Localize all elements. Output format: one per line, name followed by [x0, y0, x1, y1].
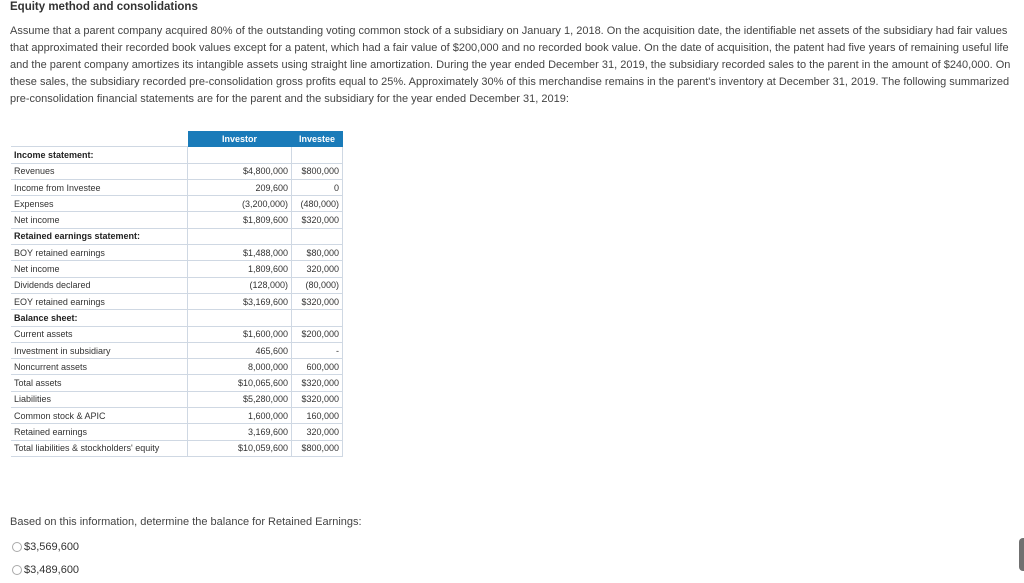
answer-option-label: $3,489,600: [24, 564, 80, 576]
answer-option-2[interactable]: [12, 564, 79, 576]
scrollbar-handle[interactable]: [1019, 538, 1024, 571]
investee-value: (480,000): [292, 196, 343, 212]
investor-value: $1,809,600: [188, 212, 292, 228]
row-label: Net income: [11, 261, 188, 277]
row-label: Common stock & APIC: [11, 408, 188, 424]
investee-value: $320,000: [292, 212, 343, 228]
table-row: [11, 179, 343, 195]
answer-option-1[interactable]: [12, 541, 79, 553]
table-row: [11, 342, 343, 358]
investor-value: $10,065,600: [188, 375, 292, 391]
radio-button-icon[interactable]: [12, 542, 22, 552]
row-label: Total liabilities & stockholders' equity: [11, 440, 188, 456]
investee-value: $800,000: [292, 163, 343, 179]
table-row: [11, 212, 343, 228]
investee-value: 160,000: [292, 408, 343, 424]
investor-value: 465,600: [188, 342, 292, 358]
investee-value: [292, 147, 343, 163]
answer-option-label: $3,569,600: [24, 541, 80, 553]
row-label: Total assets: [11, 375, 188, 391]
row-label: EOY retained earnings: [11, 293, 188, 309]
table-section-row: [11, 310, 343, 326]
investee-value: $320,000: [292, 293, 343, 309]
investee-value: $320,000: [292, 391, 343, 407]
table-row: [11, 375, 343, 391]
investor-value: (128,000): [188, 277, 292, 293]
investor-value: [188, 147, 292, 163]
page-title: Equity method and consolidations: [10, 1, 198, 13]
financial-statements-table: [11, 131, 343, 457]
table-row: [11, 408, 343, 424]
investor-value: $1,488,000: [188, 245, 292, 261]
row-label: Net income: [11, 212, 188, 228]
row-label: BOY retained earnings: [11, 245, 188, 261]
investor-value: 209,600: [188, 179, 292, 195]
table-row: [11, 359, 343, 375]
table-row: [11, 196, 343, 212]
investee-value: 600,000: [292, 359, 343, 375]
row-label: Retained earnings statement:: [11, 228, 188, 244]
investee-value: 320,000: [292, 261, 343, 277]
investor-value: $1,600,000: [188, 326, 292, 342]
question-text: Based on this information, determine the balance for Retained Earnings:: [10, 516, 362, 528]
row-label: Income statement:: [11, 147, 188, 163]
investee-value: (80,000): [292, 277, 343, 293]
table-body: [11, 147, 343, 457]
investee-value: 0: [292, 179, 343, 195]
row-label: Expenses: [11, 196, 188, 212]
investee-value: $800,000: [292, 440, 343, 456]
table-row: [11, 440, 343, 456]
investor-value: (3,200,000): [188, 196, 292, 212]
row-label: Liabilities: [11, 391, 188, 407]
investee-value: $320,000: [292, 375, 343, 391]
investor-value: 1,600,000: [188, 408, 292, 424]
investee-value: $80,000: [292, 245, 343, 261]
table-row: [11, 391, 343, 407]
investor-value: $5,280,000: [188, 391, 292, 407]
row-label: Investment in subsidiary: [11, 342, 188, 358]
row-label: Balance sheet:: [11, 310, 188, 326]
investee-value: 320,000: [292, 424, 343, 440]
row-label: Retained earnings: [11, 424, 188, 440]
table-row: [11, 424, 343, 440]
table-row: [11, 163, 343, 179]
header-investor: Investor: [188, 131, 292, 147]
investor-value: 1,809,600: [188, 261, 292, 277]
table-row: [11, 277, 343, 293]
row-label: Current assets: [11, 326, 188, 342]
investor-value: $4,800,000: [188, 163, 292, 179]
table-section-row: [11, 147, 343, 163]
table-section-row: [11, 228, 343, 244]
row-label: Noncurrent assets: [11, 359, 188, 375]
row-label: Dividends declared: [11, 277, 188, 293]
investor-value: 8,000,000: [188, 359, 292, 375]
radio-button-icon[interactable]: [12, 565, 22, 575]
investor-value: $10,059,600: [188, 440, 292, 456]
investor-value: [188, 228, 292, 244]
investee-value: [292, 310, 343, 326]
table-row: [11, 293, 343, 309]
investee-value: $200,000: [292, 326, 343, 342]
problem-description: Assume that a parent company acquired 80% of the outstanding voting common stock of a subsidiary on January 1, 2018. On the acquisition date, the identifiable net assets of the subsidiary had fair values that approximated their recorded book values except for a patent, which had a fair value of $200,000 and no recorded book value. On the date of acquisition, the patent had five years of remaining useful life and the parent company amortizes its intangible assets using straight line amortization. During the year ended December 31, 2019, the subsidiary recorded sales to the parent in the amount of $240,000. On these sales, the subsidiary recorded pre-consolidation gross profits equal to 25%. Approximately 30% of this merchandise remains in the parent's inventory at December 31, 2019. The following summarized pre-consolidation financial statements are for the parent and the subsidiary for the year ended December 31, 2019:: [10, 25, 1011, 105]
row-label: Income from Investee: [11, 179, 188, 195]
table-row: [11, 326, 343, 342]
investee-value: [292, 228, 343, 244]
header-blank-cell: [11, 131, 188, 147]
header-investee: Investee: [292, 131, 343, 147]
investee-value: -: [292, 342, 343, 358]
table-row: [11, 261, 343, 277]
table-header-row: [11, 131, 343, 147]
investor-value: $3,169,600: [188, 293, 292, 309]
investor-value: [188, 310, 292, 326]
table-row: [11, 245, 343, 261]
investor-value: 3,169,600: [188, 424, 292, 440]
row-label: Revenues: [11, 163, 188, 179]
